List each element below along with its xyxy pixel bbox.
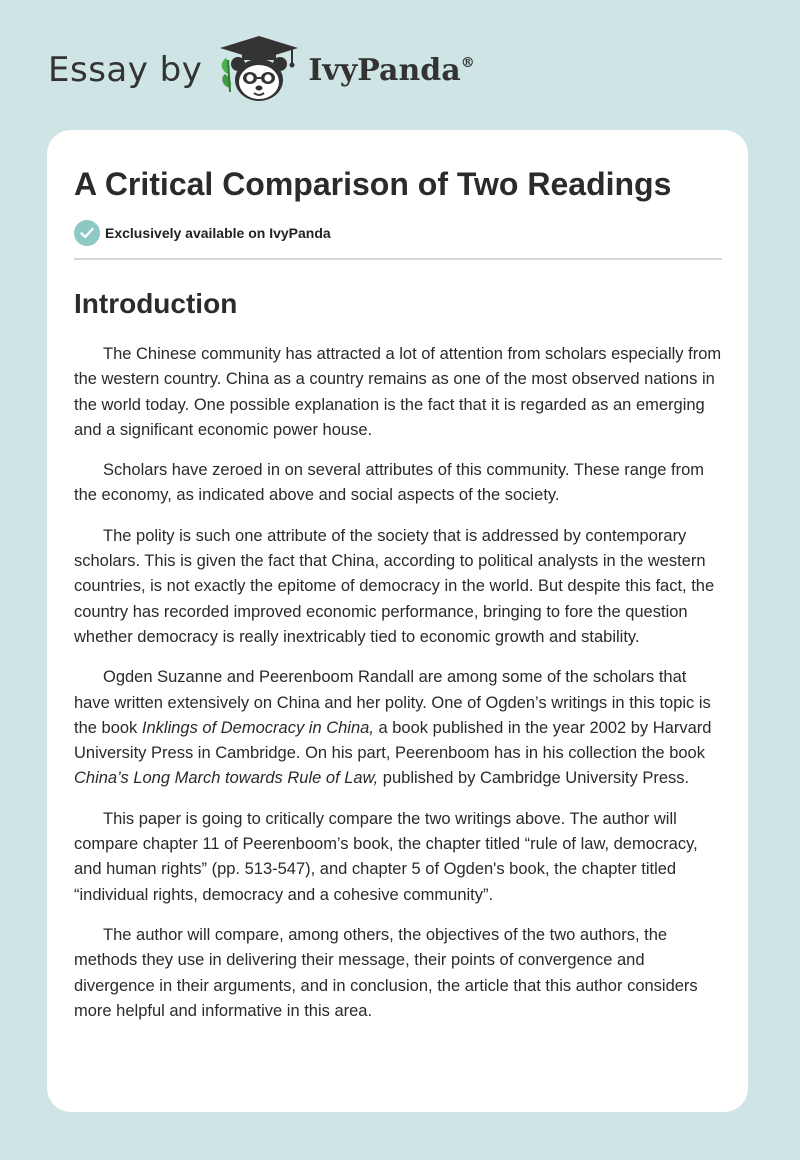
exclusive-badge-label: Exclusively available on IvyPanda: [105, 225, 331, 241]
section-heading-introduction: Introduction: [74, 288, 238, 319]
paragraph-5: This paper is going to critically compare the two writings above. The author will compare chapter 11 of Peerenboom’s book, the chapter titled “rule of law, democracy, and human rights” (pp. 513-547), and chapter 5 of Ogden's book, the chapter titled “individual rights, democracy and a cohesive community”.: [74, 809, 698, 904]
registered-mark: ®: [460, 54, 475, 71]
paragraph-2: Scholars have zeroed in on several attributes of this community. These range from the economy, as indicated above and social aspects of the society.: [74, 461, 705, 505]
paragraph-3: The polity is such one attribute of the society that is addressed by contemporary scholars. This is given the fact that China, according to political analysts in the western countries, is not exactly the epitome of democracy in the world. But despite this fact, the country has recorded improved economic performance, bringing to fore the question whether democracy is really inextricably tied to economic growth and stability.: [74, 526, 715, 646]
paragraph-4: Ogden Suzanne and Peerenboom Randall are among some of the scholars that have written extensively on China and her polity. One of Ogden’s writings in this topic is the book Inklings of Democracy in China, a book published in the year 2002 by Harvard University Press in Cambridge. On his part, Peerenboom has in his collection the book China’s Long March towards Rule of Law, published by Cambridge University Press.: [74, 668, 712, 788]
divider: [74, 258, 722, 260]
book-title-inklings: Inklings of Democracy in China,: [141, 718, 374, 737]
book-title-long-march: China’s Long March towards Rule of Law,: [74, 769, 379, 788]
essay-by-label: Essay by: [48, 50, 203, 90]
brand-name[interactable]: IvyPanda®: [308, 52, 475, 88]
paragraph-1: The Chinese community has attracted a lot of attention from scholars especially from the western country. China as a country remains as one of the most observed nations in the world today. One possible explanation is the fact that it is regarded as an emerging and a significant economic power house.: [74, 345, 722, 439]
ivypanda-logo-icon[interactable]: [216, 30, 302, 111]
page-title: A Critical Comparison of Two Readings: [74, 166, 672, 202]
essay-card: [47, 130, 748, 1112]
check-icon: [74, 220, 100, 246]
site-header: [48, 30, 475, 110]
exclusive-badge: [74, 220, 722, 246]
paragraph-6: The author will compare, among others, the objectives of the two authors, the methods they use in delivering their message, their points of convergence and divergence in their arguments, and in conclusion, the article that this author considers more helpful and informative in this area.: [74, 925, 698, 1020]
